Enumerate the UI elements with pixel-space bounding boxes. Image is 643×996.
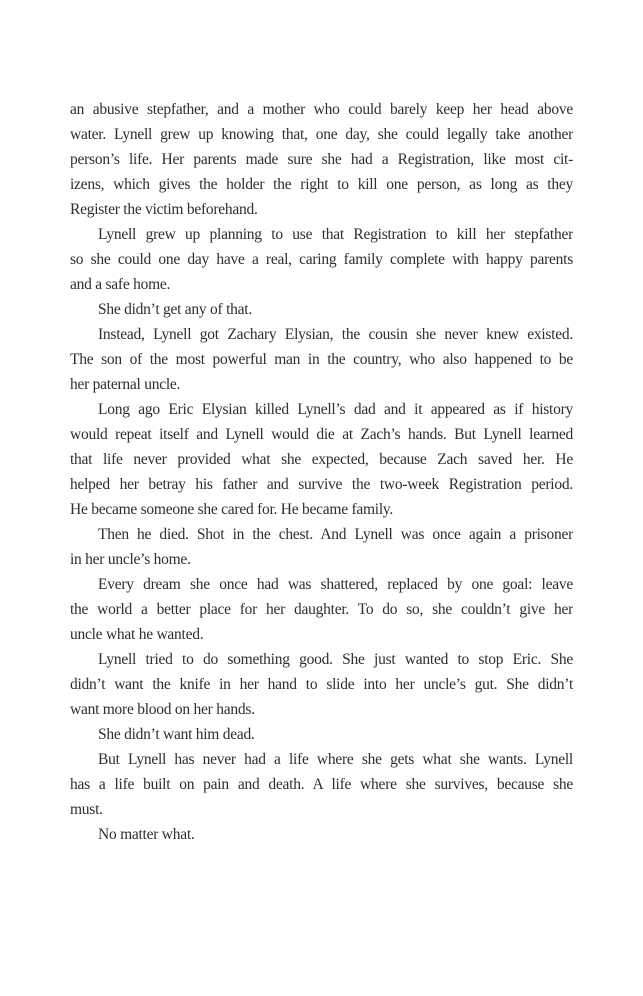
text-line: has a life built on pain and death. A life where she survives, because she: [70, 776, 573, 793]
text-line: want more blood on her hands.: [70, 701, 255, 718]
text-line: Then he died. Shot in the chest. And Lynell was once again a prisoner: [98, 526, 573, 543]
text-line: that life never provided what she expected, because Zach saved her. He: [70, 451, 573, 468]
text-line: She didn’t want him dead.: [98, 726, 255, 743]
paragraph: [70, 97, 573, 222]
text-line: He became someone she cared for. He became family.: [70, 501, 394, 518]
text-line: Long ago Eric Elysian killed Lynell’s dad and it appeared as if history: [98, 401, 573, 418]
text-line: so she could one day have a real, caring family complete with happy parents: [70, 251, 573, 268]
page-text-block: [70, 97, 573, 847]
text-line: Every dream she once had was shattered, replaced by one goal: leave: [98, 576, 573, 593]
paragraph: [70, 222, 573, 297]
text-line: didn’t want the knife in her hand to slide into her uncle’s gut. She didn’t: [70, 676, 573, 693]
text-line: water. Lynell grew up knowing that, one day, she could legally take another: [70, 126, 573, 143]
text-line: uncle what he wanted.: [70, 626, 204, 643]
text-line: izens, which gives the holder the right to kill one person, as long as they: [70, 176, 573, 193]
paragraph: [70, 322, 573, 397]
paragraph: [70, 397, 573, 522]
text-line: No matter what.: [98, 826, 195, 843]
paragraph: [70, 522, 573, 572]
paragraph: [70, 722, 573, 747]
paragraph: [70, 297, 573, 322]
paragraph: [70, 572, 573, 647]
text-line: in her uncle’s home.: [70, 551, 191, 568]
text-line: Lynell grew up planning to use that Registration to kill her stepfather: [98, 226, 573, 243]
paragraph: [70, 822, 573, 847]
text-line: person’s life. Her parents made sure she had a Registration, like most cit-: [70, 151, 573, 168]
text-line: would repeat itself and Lynell would die at Zach’s hands. But Lynell learned: [70, 426, 573, 443]
paragraph: [70, 747, 573, 822]
text-line: The son of the most powerful man in the country, who also happened to be: [70, 351, 573, 368]
text-line: Register the victim beforehand.: [70, 201, 258, 218]
text-line: Instead, Lynell got Zachary Elysian, the cousin she never knew existed.: [98, 326, 573, 343]
text-line: She didn’t get any of that.: [98, 301, 252, 318]
text-line: Lynell tried to do something good. She just wanted to stop Eric. She: [98, 651, 573, 668]
text-line: helped her betray his father and survive the two-week Registration period.: [70, 476, 573, 493]
text-line: the world a better place for her daughter. To do so, she couldn’t give her: [70, 601, 573, 618]
text-line: But Lynell has never had a life where she gets what she wants. Lynell: [98, 751, 573, 768]
text-line: and a safe home.: [70, 276, 171, 293]
text-line: her paternal uncle.: [70, 376, 181, 393]
text-line: an abusive stepfather, and a mother who could barely keep her head above: [70, 101, 573, 118]
paragraph: [70, 647, 573, 722]
text-line: must.: [70, 801, 103, 818]
